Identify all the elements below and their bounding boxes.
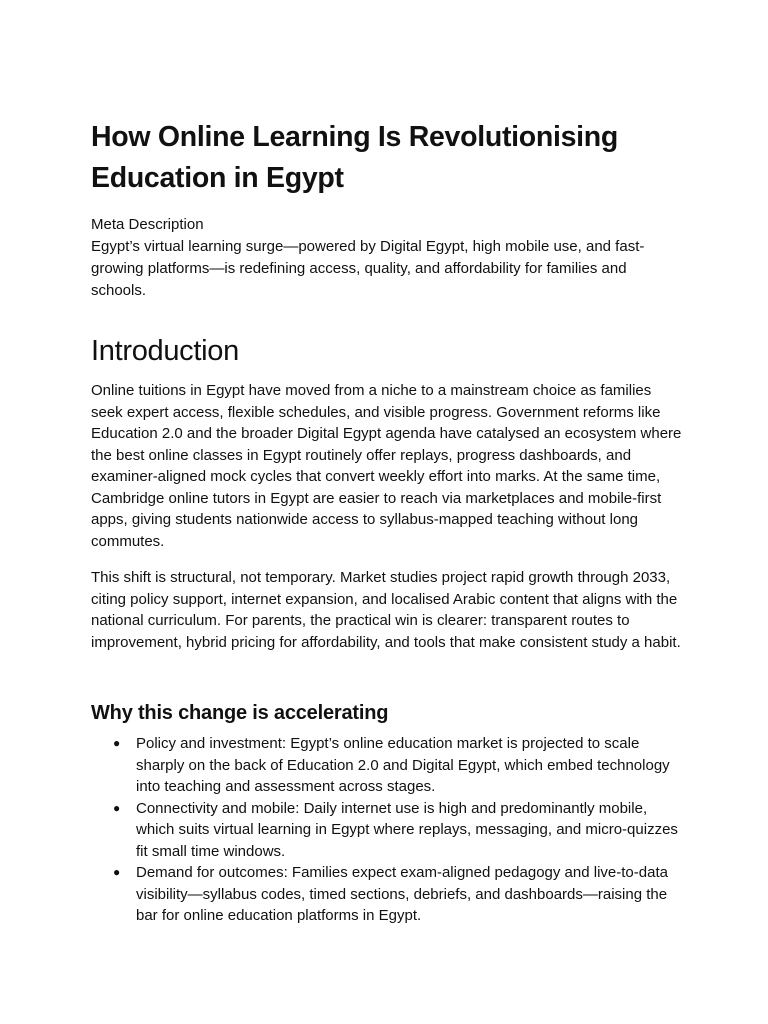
bullet-icon: ● <box>113 736 121 750</box>
list-item <box>91 798 683 863</box>
why-section-heading: Why this change is accelerating <box>91 702 389 724</box>
bullet-icon: ● <box>113 865 121 879</box>
introduction-heading: Introduction <box>91 335 239 367</box>
introduction-paragraph-1: Online tuitions in Egypt have moved from a niche to a mainstream choice as families seek expert access, flexible schedules, and visible progress. Government reforms like Education 2.0 and the broader Digital Egypt agenda have catalysed an ecosystem where the best online classes in Egypt routinely offer replays, progress dashboards, and examiner-aligned mock cycles that convert weekly effort into marks. At the same time, Cambridge online tutors in Egypt are easier to reach via marketplaces and mobile-first apps, giving students nationwide access to syllabus-mapped teaching without long commutes. <box>91 382 682 550</box>
why-bullet-list <box>91 733 683 927</box>
document-title: How Online Learning Is Revolutionising Education in Egypt <box>91 121 618 194</box>
bullet-text: Policy and investment: Egypt’s online education market is projected to scale sharply on the back of Education 2.0 and Digital Egypt, which embed technology into teaching and assessment across stages. <box>136 735 670 795</box>
bullet-icon: ● <box>113 800 121 815</box>
list-item <box>91 862 683 927</box>
introduction-paragraph-2: This shift is structural, not temporary. Market studies project rapid growth through 2033, citing policy support, internet expansion, and localised Arabic content that aligns with the national curriculum. For parents, the practical win is clearer: transparent routes to improvement, hybrid pricing for affordability, and tools that make consistent study a habit. <box>91 569 681 651</box>
bullet-text: Connectivity and mobile: Daily internet use is high and predominantly mobile, which suits virtual learning in Egypt where replays, messaging, and micro-quizzes fit small time windows. <box>136 799 678 860</box>
meta-description-text: Egypt’s virtual learning surge—powered by Digital Egypt, high mobile use, and fast-growing platforms—is redefining access, quality, and affordability for families and schools. <box>91 238 645 299</box>
list-item <box>91 733 683 798</box>
bullet-text: Demand for outcomes: Families expect exam-aligned pedagogy and live-to-data visibility—syllabus codes, timed sections, debriefs, and dashboards—raising the bar for online education platforms in Egypt. <box>136 864 668 924</box>
meta-description-label: Meta Description <box>91 216 204 233</box>
